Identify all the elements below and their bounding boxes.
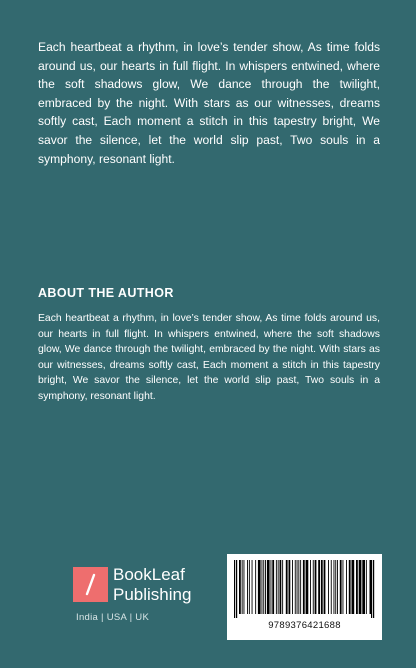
barcode-bar [255,560,256,614]
barcode-bar [321,560,323,614]
barcode-bar [318,560,320,614]
barcode-bar [346,560,347,614]
barcode-guard-bar [373,560,374,618]
barcode-bar [267,560,270,614]
barcode-bar [298,560,299,614]
barcode-bar [271,560,272,614]
barcode-bar [265,560,266,614]
barcode-bar [239,560,241,614]
barcode-bar [247,560,248,614]
barcode-bar [303,560,305,614]
barcode-bar [334,560,335,614]
about-author-text: Each heartbeat a rhythm, in love’s tender show, As time folds around us, our hearts in full flight. In whispers entwined, where the soft shadows glow, We dance through the twilight, embraced by the night. With stars as our witnesses, dreams softly cast, Each moment a stitch in this tapestry bright, We savor the silence, let the world slip past, Two souls in a symphony, resonant light. [38,313,380,402]
barcode-bar [343,560,344,614]
publisher-name-line1: BookLeaf [113,565,185,584]
barcode-bar [258,560,261,614]
barcode-bar [324,560,326,614]
barcode-bar [331,560,332,614]
barcode-bar [366,560,367,614]
publisher-logo-icon [73,567,108,602]
barcode-bar [362,560,365,614]
publisher-name-line2: Publishing [113,585,192,604]
barcode-bar [295,560,296,614]
barcode-bar [242,560,243,614]
isbn-number: 9789376421688 [268,620,341,631]
barcode-guard-bar [234,560,235,618]
barcode-bar [272,560,274,614]
barcode-bar [286,560,288,614]
barcode-bar [356,560,358,614]
barcode-bar [340,560,342,614]
barcode-bar [297,560,298,614]
about-author-heading: ABOUT THE AUTHOR [38,286,174,300]
book-blurb: Each heartbeat a rhythm, in love’s tender show, As time folds around us, our hearts in full flight. In whispers entwined, where the soft shadows glow, We dance through the twilight, embraced by the night. With stars as our witnesses, dreams softly cast, Each moment a stitch in this tapestry bright, We savor the silence, let the world slip past, Two souls in a symphony, resonant light. [38,40,380,166]
barcode-bar [335,560,336,614]
barcode-guard-bar [371,560,372,618]
barcode-bar [289,560,291,614]
barcode-bar [282,560,283,614]
barcode-bar [252,560,253,614]
barcode-bar [300,560,301,614]
barcode-bar [263,560,264,614]
barcode-bar [306,560,309,614]
barcode-bar [262,560,263,614]
barcode-bar [313,560,314,614]
barcode-bar [280,560,282,614]
barcode-bar [337,560,338,614]
barcode-bar [315,560,317,614]
publisher-regions: India | USA | UK [76,612,150,623]
barcode-bar [276,560,277,614]
barcode-guard-bar [236,560,237,618]
barcode-bar [278,560,279,614]
barcode-bar [352,560,355,614]
barcode-bar [292,560,293,614]
barcode-bar [310,560,311,614]
barcode-bar [328,560,329,614]
isbn-barcode [227,554,382,640]
barcode-bar [349,560,351,614]
barcode-bar [244,560,245,614]
barcode-bar [249,560,250,614]
publisher-name [113,565,191,605]
barcode-bars [232,560,377,618]
barcode-bar [359,560,362,614]
